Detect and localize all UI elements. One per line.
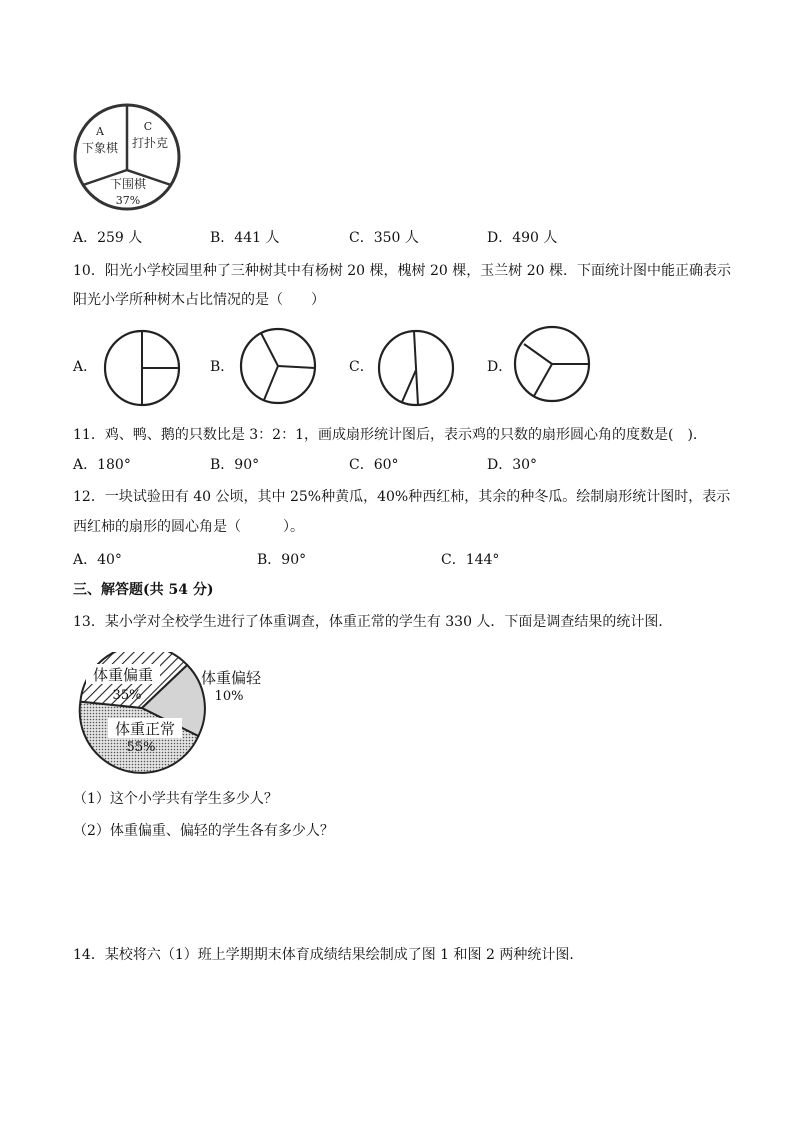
q12-option-c[interactable]: C．144° [441, 552, 500, 568]
q13-pie-heavy-label: 体重偏重 [92, 666, 154, 684]
q13-pie-heavy-percent: 35% [112, 688, 142, 703]
q9-option-d[interactable]: D．490 人 [487, 230, 558, 246]
q10-question-line1: 10．阳光小学校园里种了三种树其中有杨树 20 棵，槐树 20 棵，玉兰树 20 棵．下面统计图中能正确表示 [73, 263, 731, 279]
q9-pie-b-percent: 37% [115, 194, 141, 207]
q10-option-d-label[interactable]: D． [487, 359, 513, 375]
q10-option-a-pie[interactable] [100, 326, 184, 410]
q13-pie-normal-label: 体重正常 [114, 720, 176, 738]
q10-option-c-label[interactable]: C． [349, 359, 374, 375]
q12-option-b[interactable]: B．90° [257, 552, 307, 568]
q9-option-c[interactable]: C．350 人 [349, 230, 419, 246]
q12-option-a[interactable]: A．40° [73, 552, 122, 568]
q9-pie-a-text: 下象棋 [81, 141, 119, 155]
q11-option-b[interactable]: B．90° [210, 457, 260, 473]
q10-option-d-pie[interactable] [510, 322, 594, 406]
q9-option-b[interactable]: B．441 人 [210, 230, 280, 246]
q13-pie-light-label: 体重偏轻 [200, 669, 262, 687]
q12-question-line2: 西红柿的扇形的圆心角是（ ）。 [73, 519, 304, 535]
q13-pie-normal-percent: 55% [126, 740, 156, 755]
q13-pie-light-percent: 10% [214, 689, 244, 704]
q11-option-c[interactable]: C．60° [349, 457, 399, 473]
q13-sub-question-1: （1）这个小学共有学生多少人？ [73, 791, 278, 807]
q11-question: 11．鸡、鸭、鹅的只数比是 3：2：1，画成扇形统计图后，表示鸡的只数的扇形圆心角的度数是( ). [73, 427, 698, 443]
q9-pie-c-letter: C [143, 120, 153, 133]
q10-option-b-label[interactable]: B． [210, 359, 235, 375]
q12-question-line1: 12．一块试验田有 40 公顷，其中 25%种黄瓜，40%种西红柿，其余的种冬瓜。绘制扇形统计图时，表示 [73, 489, 731, 505]
q13-pie-chart [74, 652, 274, 777]
q10-option-b-pie[interactable] [236, 324, 320, 408]
q13-sub-question-2: （2）体重偏重、偏轻的学生各有多少人？ [73, 823, 334, 839]
q9-pie-chart [70, 100, 190, 215]
q11-option-d[interactable]: D．30° [487, 457, 538, 473]
section-3-title: 三、解答题(共 54 分) [73, 582, 214, 598]
q9-option-a[interactable]: A．259 人 [73, 230, 143, 246]
q14-question: 14．某校将六（1）班上学期期末体育成绩结果绘制成了图 1 和图 2 两种统计图． [73, 947, 584, 963]
q13-question: 13．某小学对全校学生进行了体重调查，体重正常的学生有 330 人．下面是调查结果的统计图． [73, 614, 673, 630]
q9-pie-a-letter: A [96, 125, 104, 138]
q11-option-a[interactable]: A．180° [73, 457, 131, 473]
q9-pie-b-text: 下围棋 [109, 177, 147, 191]
q10-option-a-label[interactable]: A． [73, 359, 98, 375]
q10-question-line2: 阳光小学所种树木占比情况的是（ ） [73, 292, 325, 308]
q10-option-c-pie[interactable] [374, 326, 458, 410]
q9-pie-c-text: 打扑克 [131, 136, 169, 150]
